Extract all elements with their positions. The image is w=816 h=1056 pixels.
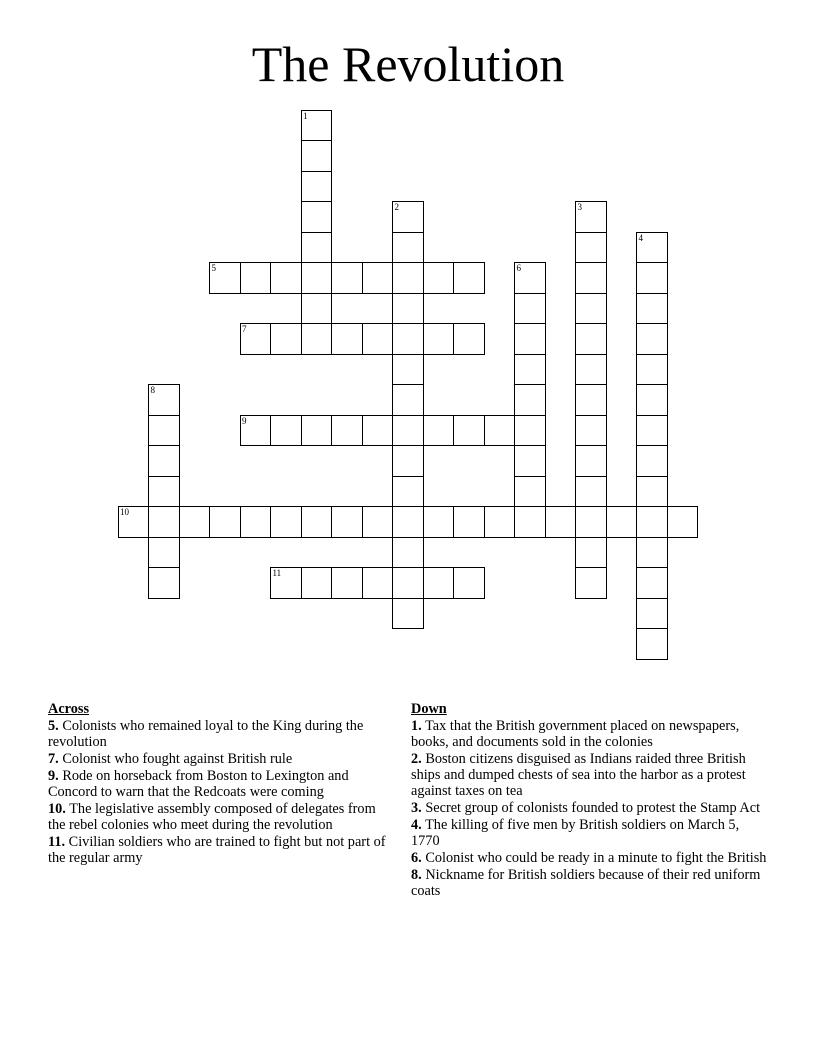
grid-cell[interactable] [392, 506, 424, 538]
grid-cell[interactable] [636, 445, 668, 477]
grid-cell[interactable] [118, 506, 150, 538]
grid-cell[interactable] [148, 537, 180, 569]
grid-cell[interactable] [423, 506, 455, 538]
grid-cell[interactable] [575, 537, 607, 569]
grid-cell[interactable] [392, 445, 424, 477]
clue-number: 9. [48, 768, 59, 784]
grid-cell[interactable] [392, 598, 424, 630]
grid-cell[interactable] [270, 323, 302, 355]
grid-cell[interactable] [636, 598, 668, 630]
grid-cell[interactable] [636, 323, 668, 355]
clue-number: 7. [48, 751, 59, 767]
grid-cell[interactable] [331, 567, 363, 599]
grid-cell[interactable] [575, 201, 607, 233]
grid-cell[interactable] [453, 567, 485, 599]
cell-number: 7 [242, 324, 247, 334]
grid-cell[interactable] [484, 506, 516, 538]
grid-cell[interactable] [514, 354, 546, 386]
grid-cell[interactable] [575, 415, 607, 447]
clue-text: Rode on horseback from Boston to Lexington and Concord to warn that the Redcoats were coming [48, 768, 349, 800]
down-heading: Down [411, 701, 447, 717]
cell-number: 5 [211, 263, 216, 273]
grid-cell[interactable] [362, 567, 394, 599]
grid-cell[interactable] [240, 262, 272, 294]
clue-text: Civilian soldiers who are trained to fight but not part of the regular army [48, 834, 386, 866]
cell-number: 10 [120, 507, 129, 517]
clue-across-7 [48, 751, 393, 767]
grid-cell[interactable] [575, 232, 607, 264]
clue-number: 3. [411, 800, 422, 816]
grid-cell[interactable] [514, 415, 546, 447]
grid-cell[interactable] [331, 506, 363, 538]
grid-cell[interactable] [392, 201, 424, 233]
cell-number: 3 [577, 202, 582, 212]
grid-cell[interactable] [423, 415, 455, 447]
grid-cell[interactable] [636, 415, 668, 447]
grid-cell[interactable] [270, 262, 302, 294]
clue-text: Colonist who could be ready in a minute to fight the British [425, 850, 767, 866]
grid-cell[interactable] [362, 415, 394, 447]
clue-text: Secret group of colonists founded to protest the Stamp Act [425, 800, 761, 816]
clue-text: Boston citizens disguised as Indians raided three British ships and dumped chests of sea into the harbor as a protest against taxes on tea [411, 751, 746, 799]
grid-cell[interactable] [301, 201, 333, 233]
cell-number: 1 [303, 110, 308, 121]
clue-text: Colonist who fought against British rule [62, 751, 293, 767]
grid-cell[interactable] [301, 110, 333, 142]
clue-down-8 [411, 867, 771, 899]
grid-cell[interactable] [209, 262, 241, 294]
grid-cell[interactable] [301, 567, 333, 599]
clue-down-6 [411, 850, 771, 866]
grid-cell[interactable] [667, 506, 699, 538]
grid-cell[interactable] [301, 506, 333, 538]
grid-cell[interactable] [514, 476, 546, 508]
grid-cell[interactable] [514, 506, 546, 538]
grid-cell[interactable] [636, 476, 668, 508]
grid-cell[interactable] [514, 293, 546, 325]
grid-cell[interactable] [148, 445, 180, 477]
grid-cell[interactable] [209, 506, 241, 538]
down-clues [411, 701, 771, 900]
clue-number: 8. [411, 867, 422, 883]
grid-cell[interactable] [240, 506, 272, 538]
grid-cell[interactable] [575, 476, 607, 508]
grid-cell[interactable] [545, 506, 577, 538]
grid-cell[interactable] [423, 323, 455, 355]
grid-cell[interactable] [148, 506, 180, 538]
cell-number: 11 [272, 568, 282, 578]
grid-cell[interactable] [392, 567, 424, 599]
grid-cell[interactable] [575, 354, 607, 386]
grid-cell[interactable] [606, 506, 638, 538]
clue-text: Tax that the British government placed on newspapers, books, and documents sold in the colonies [411, 718, 740, 750]
grid-cell[interactable] [392, 476, 424, 508]
grid-cell[interactable] [392, 537, 424, 569]
grid-cell[interactable] [392, 293, 424, 325]
grid-cell[interactable] [148, 567, 180, 599]
cell-number: 8 [150, 385, 155, 395]
grid-cell[interactable] [392, 384, 424, 416]
clue-number: 1. [411, 718, 422, 734]
grid-cell[interactable] [575, 445, 607, 477]
grid-cell[interactable] [240, 323, 272, 355]
grid-cell[interactable] [514, 323, 546, 355]
cell-number: 6 [516, 263, 521, 273]
grid-cell[interactable] [301, 232, 333, 264]
grid-cell[interactable] [301, 323, 333, 355]
across-clues [48, 701, 393, 867]
grid-cell[interactable] [392, 415, 424, 447]
cell-number: 2 [394, 202, 399, 212]
grid-cell[interactable] [301, 171, 333, 203]
grid-cell[interactable] [270, 567, 302, 599]
clue-down-1 [411, 718, 771, 750]
clue-down-4 [411, 817, 771, 849]
clue-number: 2. [411, 751, 422, 767]
grid-cell[interactable] [514, 384, 546, 416]
cell-number: 9 [242, 415, 247, 426]
grid-cell[interactable] [453, 506, 485, 538]
clue-text: Nickname for British soldiers because of their red uniform coats [411, 867, 761, 899]
grid-cell[interactable] [392, 262, 424, 294]
grid-cell[interactable] [636, 537, 668, 569]
grid-cell[interactable] [453, 415, 485, 447]
grid-cell[interactable] [148, 476, 180, 508]
grid-cell[interactable] [331, 323, 363, 355]
grid-cell[interactable] [301, 415, 333, 447]
grid-cell[interactable] [392, 354, 424, 386]
clue-down-3 [411, 800, 771, 816]
grid-cell[interactable] [301, 262, 333, 294]
grid-cell[interactable] [270, 415, 302, 447]
grid-cell[interactable] [270, 506, 302, 538]
grid-cell[interactable] [636, 384, 668, 416]
clue-number: 4. [411, 817, 422, 833]
grid-cell[interactable] [423, 262, 455, 294]
grid-cell[interactable] [575, 323, 607, 355]
grid-cell[interactable] [331, 262, 363, 294]
grid-cell[interactable] [362, 506, 394, 538]
grid-cell[interactable] [636, 628, 668, 660]
grid-cell[interactable] [575, 293, 607, 325]
clue-text: Colonists who remained loyal to the King during the revolution [48, 718, 364, 750]
clue-down-2 [411, 751, 771, 799]
grid-cell[interactable] [392, 323, 424, 355]
grid-cell[interactable] [148, 384, 180, 416]
grid-cell[interactable] [514, 445, 546, 477]
grid-cell[interactable] [636, 354, 668, 386]
clue-across-11 [48, 834, 393, 866]
grid-cell[interactable] [636, 293, 668, 325]
grid-cell[interactable] [392, 232, 424, 264]
grid-cell[interactable] [636, 506, 668, 538]
grid-cell[interactable] [301, 293, 333, 325]
grid-cell[interactable] [453, 262, 485, 294]
grid-cell[interactable] [575, 262, 607, 294]
grid-cell[interactable] [148, 415, 180, 447]
grid-cell[interactable] [423, 567, 455, 599]
clue-across-10 [48, 801, 393, 833]
clue-number: 6. [411, 850, 422, 866]
grid-cell[interactable] [331, 415, 363, 447]
clue-across-9 [48, 768, 393, 800]
grid-cell[interactable] [301, 140, 333, 172]
grid-cell[interactable] [575, 506, 607, 538]
grid-cell[interactable] [362, 323, 394, 355]
grid-cell[interactable] [575, 384, 607, 416]
puzzle-title: The Revolution [251, 36, 565, 92]
cell-number: 4 [638, 232, 643, 243]
grid-cell[interactable] [179, 506, 211, 538]
grid-cell[interactable] [514, 262, 546, 294]
grid-cell[interactable] [575, 567, 607, 599]
grid-cell[interactable] [636, 567, 668, 599]
clue-number: 11. [48, 834, 66, 850]
clue-text: The legislative assembly composed of delegates from the rebel colonies who meet during the revolution [48, 801, 376, 833]
grid-cell[interactable] [636, 232, 668, 264]
grid-cell[interactable] [240, 415, 272, 447]
grid-cell[interactable] [453, 323, 485, 355]
clue-across-5 [48, 718, 393, 750]
across-heading: Across [48, 701, 90, 717]
clue-text: The killing of five men by British soldiers on March 5, 1770 [411, 817, 740, 849]
grid-cell[interactable] [636, 262, 668, 294]
grid-cell[interactable] [362, 262, 394, 294]
clue-number: 5. [48, 718, 59, 734]
clue-number: 10. [48, 801, 66, 817]
grid-cell[interactable] [484, 415, 516, 447]
